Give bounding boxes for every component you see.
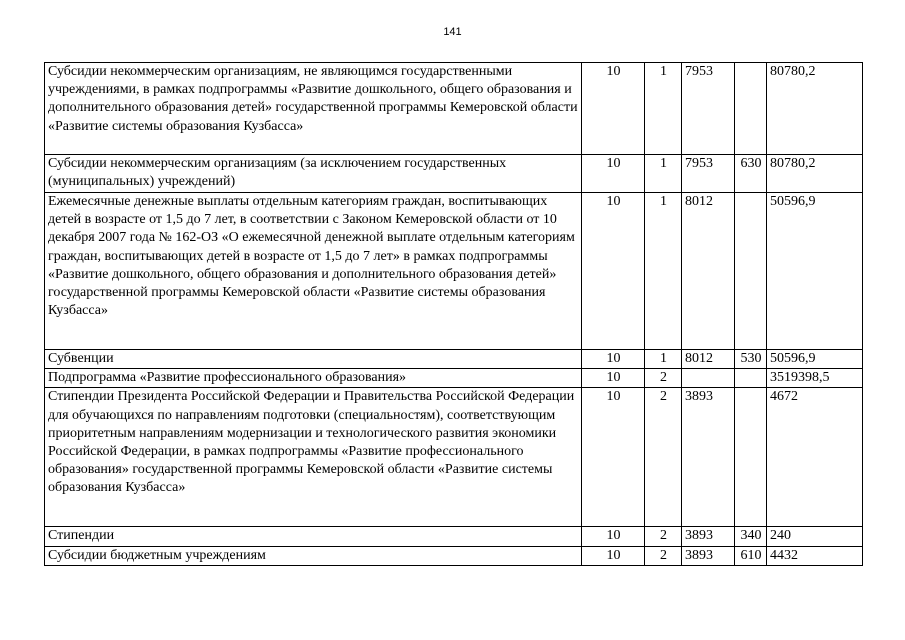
target-code: 3893 [682,388,735,527]
budget-table [44,62,863,566]
section-code: 10 [582,546,645,565]
amount: 240 [767,527,863,546]
target-code: 7953 [682,63,735,155]
expense-type-code [735,388,767,527]
row-name: Субвенции [45,350,582,369]
section-code: 10 [582,350,645,369]
subsection-code: 2 [645,388,682,527]
amount: 50596,9 [767,350,863,369]
row-name: Субсидии бюджетным учреждениям [45,546,582,565]
expense-type-code: 340 [735,527,767,546]
page-number: 141 [443,26,462,38]
subsection-code: 2 [645,527,682,546]
subsection-code: 2 [645,546,682,565]
section-code: 10 [582,155,645,193]
row-name: Подпрограмма «Развитие профессионального образования» [45,369,582,388]
row-name: Субсидии некоммерческим организациям (за исключением государственных (муниципальных) учреждений) [45,155,582,193]
subsection-code: 1 [645,193,682,350]
target-code: 3893 [682,527,735,546]
row-name: Стипендии [45,527,582,546]
subsection-code: 1 [645,63,682,155]
target-code [682,369,735,388]
expense-type-code: 630 [735,155,767,193]
amount: 3519398,5 [767,369,863,388]
expense-type-code: 610 [735,546,767,565]
amount: 4432 [767,546,863,565]
table-row [45,527,863,546]
table-row [45,155,863,193]
row-name: Субсидии некоммерческим организациям, не являющимся государственными учреждениями, в рамках подпрограммы «Развитие дошкольного, общего образования и дополнительного образования детей» государственной программы Кемеровской области «Развитие системы образования Кузбасса» [45,63,582,155]
target-code: 8012 [682,193,735,350]
subsection-code: 2 [645,369,682,388]
table-row [45,63,863,155]
section-code: 10 [582,369,645,388]
expense-type-code [735,193,767,350]
table-row [45,193,863,350]
table-row [45,369,863,388]
table-row [45,546,863,565]
expense-type-code [735,369,767,388]
subsection-code: 1 [645,155,682,193]
amount: 50596,9 [767,193,863,350]
section-code: 10 [582,193,645,350]
target-code: 7953 [682,155,735,193]
target-code: 8012 [682,350,735,369]
amount: 4672 [767,388,863,527]
section-code: 10 [582,63,645,155]
expense-type-code: 530 [735,350,767,369]
row-name: Стипендии Президента Российской Федерации и Правительства Российской Федерации для обучающихся по направлениям подготовки (специальностям), соответствующим приоритетным направлениям модернизации и технологического развития экономики Российской Федерации, в рамках подпрограммы «Развитие профессионального образования» государственной программы Кемеровской области «Развитие системы образования Кузбасса» [45,388,582,527]
amount: 80780,2 [767,63,863,155]
row-name: Ежемесячные денежные выплаты отдельным категориям граждан, воспитывающих детей в возрасте от 1,5 до 7 лет, в соответствии с Законом Кемеровской области от 10 декабря 2007 года № 162-ОЗ «О ежемесячной денежной выплате отдельным категориям граждан, воспитывающих детей в возрасте от 1,5 до 7 лет» в рамках подпрограммы «Развитие дошкольного, общего образования и дополнительного образования детей» государственной программы Кемеровской области «Развитие системы образования Кузбасса» [45,193,582,350]
target-code: 3893 [682,546,735,565]
subsection-code: 1 [645,350,682,369]
table-row [45,388,863,527]
table-row [45,350,863,369]
amount: 80780,2 [767,155,863,193]
section-code: 10 [582,527,645,546]
expense-type-code [735,63,767,155]
section-code: 10 [582,388,645,527]
